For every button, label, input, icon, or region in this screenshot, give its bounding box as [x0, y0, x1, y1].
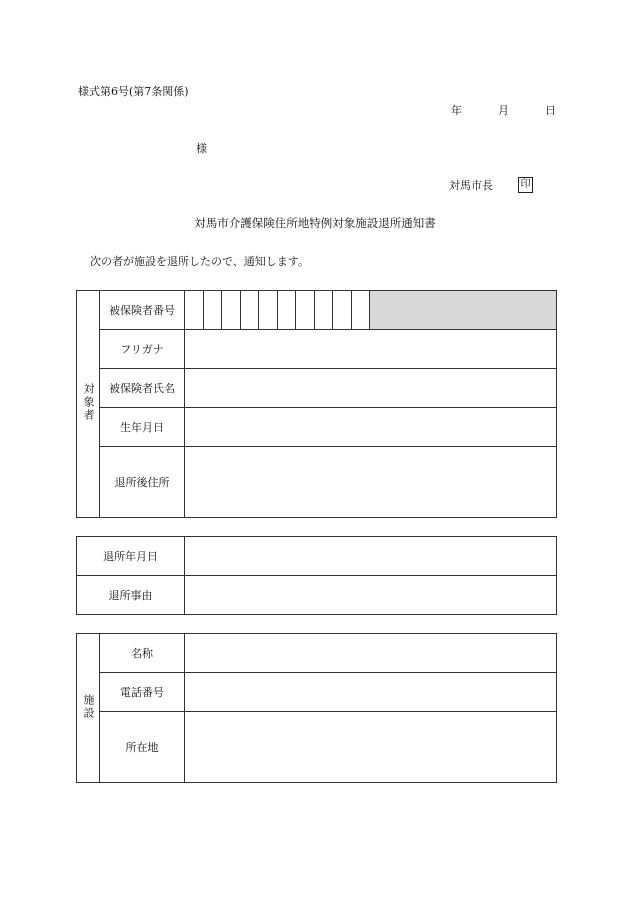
facility-address-label: 所在地 [100, 712, 185, 783]
facility-name-label: 名称 [100, 634, 185, 673]
insured-number-field[interactable] [185, 291, 557, 330]
insured-number-label: 被保険者番号 [100, 291, 185, 330]
exit-reason-field[interactable] [185, 576, 557, 615]
subject-group-label-cell [77, 291, 100, 518]
birthdate-label: 生年月日 [100, 408, 185, 447]
insured-number-digit[interactable] [352, 291, 371, 329]
date-month-label: 月 [498, 104, 509, 117]
subject-table [76, 290, 557, 518]
facility-address-field[interactable] [185, 712, 557, 783]
insured-number-digit[interactable] [333, 291, 352, 329]
date-day-label: 日 [545, 104, 556, 117]
insured-number-digit[interactable] [241, 291, 260, 329]
intro-text: 次の者が施設を退所したので、通知します。 [90, 255, 309, 268]
insured-number-digit[interactable] [278, 291, 297, 329]
insured-number-digit[interactable] [185, 291, 204, 329]
insured-number-digit[interactable] [296, 291, 315, 329]
exit-date-label: 退所年月日 [77, 537, 185, 576]
insured-number-digit[interactable] [204, 291, 223, 329]
exit-date-field[interactable] [185, 537, 557, 576]
post-exit-address-field[interactable] [185, 447, 557, 518]
insured-name-field[interactable] [185, 369, 557, 408]
document-title: 対馬市介護保険住所地特例対象施設退所通知書 [194, 216, 436, 230]
furigana-label: フリガナ [100, 330, 185, 369]
exit-reason-label: 退所事由 [77, 576, 185, 615]
insured-number-digit[interactable] [315, 291, 334, 329]
subject-group-label: 対象者 [82, 383, 95, 422]
insured-name-label: 被保険者氏名 [100, 369, 185, 408]
addressee-honorific: 様 [196, 142, 207, 155]
facility-group-label: 施設 [82, 693, 95, 720]
facility-phone-label: 電話番号 [100, 673, 185, 712]
furigana-field[interactable] [185, 330, 557, 369]
seal-box: 印 [518, 177, 533, 193]
insured-number-digit[interactable] [259, 291, 278, 329]
shaded-area [370, 291, 556, 329]
post-exit-address-label: 退所後住所 [100, 447, 185, 518]
insured-number-digit[interactable] [222, 291, 241, 329]
facility-phone-field[interactable] [185, 673, 557, 712]
facility-table [76, 633, 557, 783]
date-year-label: 年 [451, 104, 462, 117]
birthdate-field[interactable] [185, 408, 557, 447]
issuer-name: 対馬市長 [449, 179, 493, 192]
exit-table [76, 536, 557, 615]
facility-group-label-cell [77, 634, 100, 783]
form-number: 様式第6号(第7条関係) [78, 85, 189, 98]
facility-name-field[interactable] [185, 634, 557, 673]
